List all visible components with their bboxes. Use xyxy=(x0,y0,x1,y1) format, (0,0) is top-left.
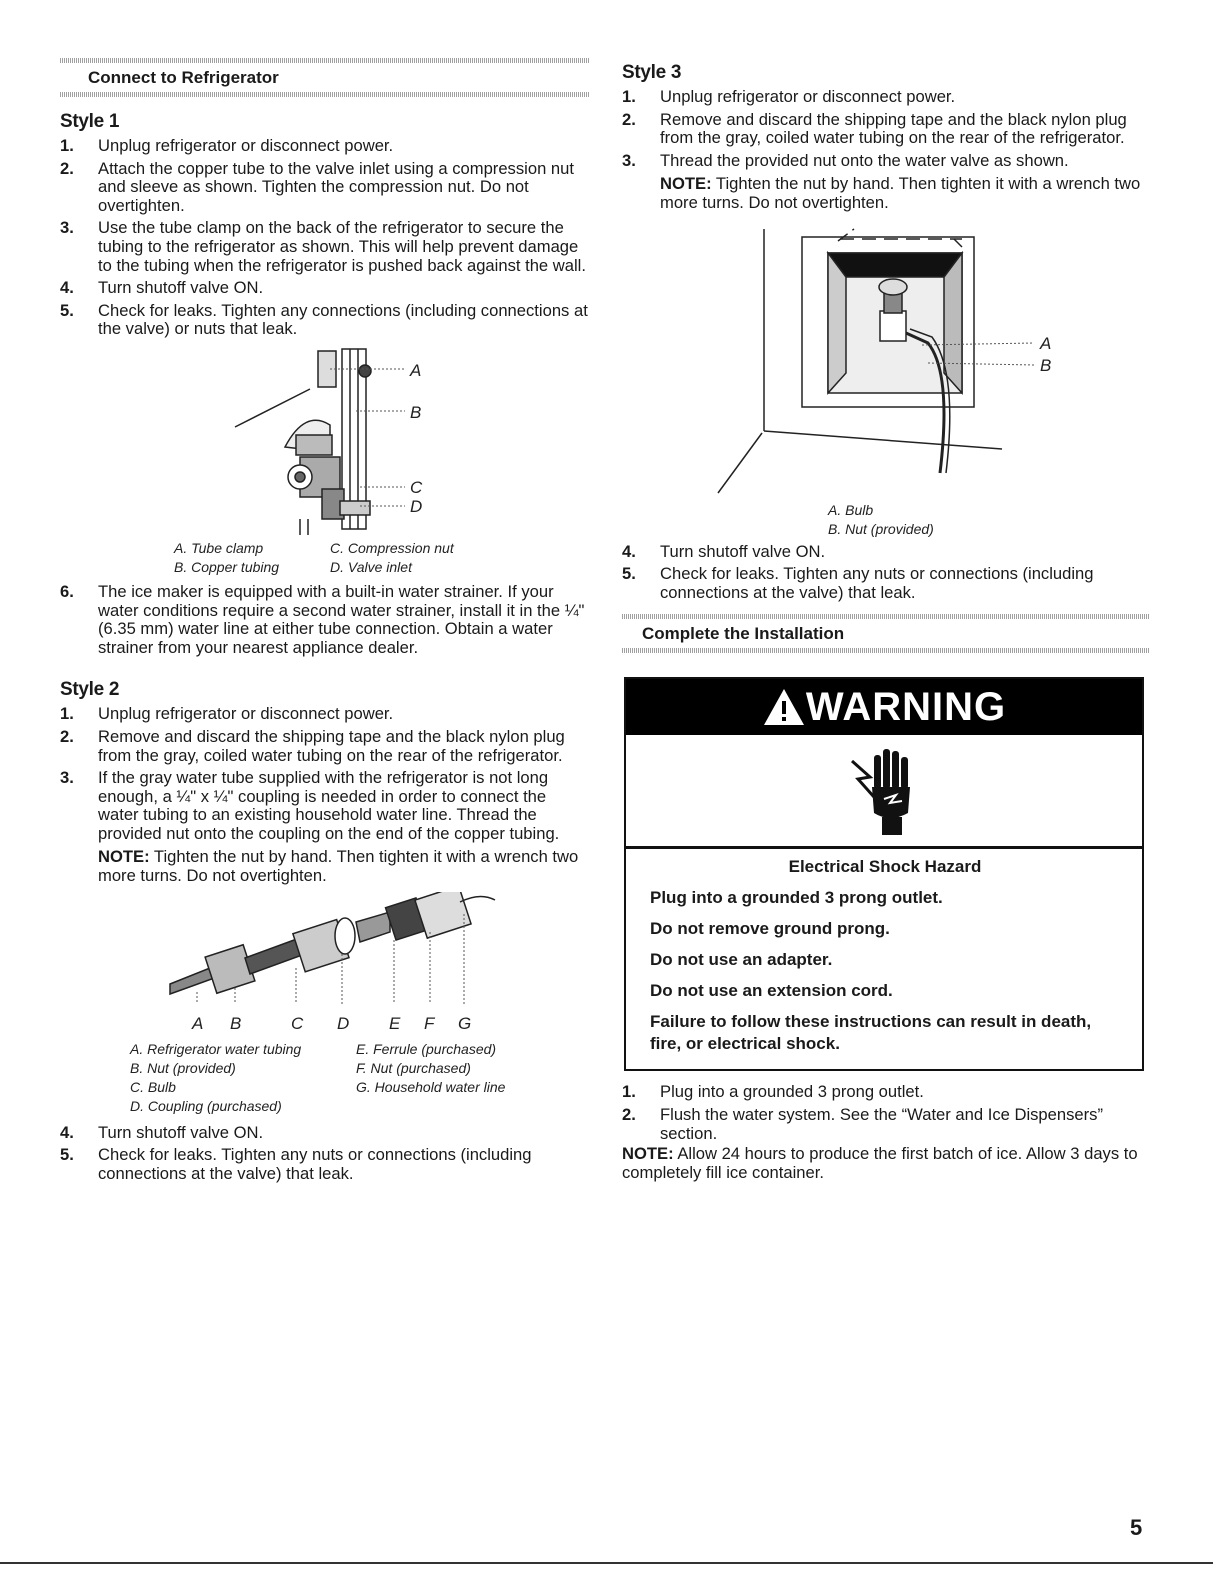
style3-captions xyxy=(828,501,1150,539)
list-item: 2. Remove and discard the shipping tape and the black nylon plug from the gray, coiled water tubing on the rear of the refrigerator. xyxy=(622,109,1127,148)
list-item: 5. Check for leaks. Tighten any nuts or connections (including connections at the valve) that leak. xyxy=(60,1145,532,1183)
section-rule xyxy=(622,648,1150,653)
fig2-label-g: G xyxy=(458,1013,472,1033)
fig3-label-a: A xyxy=(1040,333,1052,353)
page-number: 5 xyxy=(1130,1515,1143,1540)
section-rule xyxy=(60,58,590,63)
electrical-shock-icon xyxy=(844,743,924,839)
caption: B. Nut (provided) xyxy=(828,520,934,537)
list-item: 1. Unplug refrigerator or disconnect power. xyxy=(622,87,956,106)
style3-steps-cont xyxy=(622,543,1150,603)
fig1-label-a: A xyxy=(410,360,422,380)
caption: D. Valve inlet xyxy=(330,558,412,575)
style1-heading: Style 1 xyxy=(60,111,120,132)
list-item: 6. The ice maker is equipped with a built-in water strainer. If your water conditions require a second water strainer, install it in the ¼" (6.35 mm) water line at either tube connection. Obtain a water strainer from your nearest appliance dealer. xyxy=(60,581,585,657)
complete-steps xyxy=(622,1083,1150,1143)
fig2-label-a: A xyxy=(192,1013,204,1033)
caption: A. Bulb xyxy=(828,501,874,518)
style2-heading: Style 2 xyxy=(60,679,120,701)
warning-header xyxy=(626,679,1142,735)
style1-steps xyxy=(60,137,590,339)
right-column xyxy=(622,62,1150,1182)
warning-line: Do not use an extension cord. xyxy=(650,981,893,1001)
warning-box xyxy=(624,677,1144,1071)
section-title-complete: Complete the Installation xyxy=(642,624,845,644)
caption: C. Compression nut xyxy=(330,539,454,556)
water-valve-illustration xyxy=(622,223,1150,503)
valve-inlet-illustration xyxy=(60,339,590,537)
list-item: 4. Turn shutoff valve ON. xyxy=(60,278,264,298)
list-item: 2. Flush the water system. See the “Water and Ice Dispensers” section. xyxy=(622,1104,1103,1143)
coupling-illustration xyxy=(60,892,590,1014)
list-item: 3. Use the tube clamp on the back of the refrigerator to secure the tubing to the refrigerator as shown. This will help prevent damage to the tubing when the refrigerator is pushed back against the wall. xyxy=(60,218,586,275)
style2-note: NOTE: Tighten the nut by hand. Then tighten it with a wrench two more turns. Do not overtighten. xyxy=(98,847,579,886)
list-item: 4. Turn shutoff valve ON. xyxy=(622,541,826,561)
complete-note: NOTE: Allow 24 hours to produce the first batch of ice. Allow 3 days to completely fill ice container. xyxy=(622,1144,1138,1182)
section-title-connect: Connect to Refrigerator xyxy=(88,68,279,87)
fig2-label-c: C xyxy=(291,1013,304,1033)
bottom-rule xyxy=(0,1562,1213,1564)
style2-figure xyxy=(60,892,590,1014)
fig3-label-b: B xyxy=(1040,355,1052,375)
fig2-label-b: B xyxy=(230,1013,242,1033)
caption: D. Coupling (purchased) xyxy=(130,1097,282,1114)
warning-triangle-icon xyxy=(762,687,806,727)
fig2-label-d: D xyxy=(337,1013,350,1033)
caption: F. Nut (purchased) xyxy=(356,1059,471,1076)
fig2-label-e: E xyxy=(389,1013,401,1033)
list-item: 2. Remove and discard the shipping tape and the black nylon plug from the gray, coiled water tubing on the rear of the refrigerator. xyxy=(60,726,565,765)
warning-line: Failure to follow these instructions can result in death, fire, or electrical shock. xyxy=(650,1012,1092,1054)
style2-captions xyxy=(130,1040,590,1116)
caption: B. Copper tubing xyxy=(174,558,280,575)
list-item: 2. Attach the copper tube to the valve inlet using a compression nut and sleeve as shown. Tighten the compression nut. Do not overtighten. xyxy=(60,158,574,215)
style3-note: NOTE: Tighten the nut by hand. Then tighten it with a wrench two more turns. Do not overtighten. xyxy=(660,174,1141,212)
warning-line: Do not use an adapter. xyxy=(650,950,833,970)
style2-steps xyxy=(60,705,590,843)
list-item: 4. Turn shutoff valve ON. xyxy=(60,1122,264,1142)
left-column xyxy=(60,58,590,1183)
style1-captions xyxy=(174,539,590,577)
warning-line: Plug into a grounded 3 prong outlet. xyxy=(650,888,943,908)
caption: E. Ferrule (purchased) xyxy=(356,1040,497,1057)
caption: B. Nut (provided) xyxy=(130,1059,236,1076)
section-rule xyxy=(622,614,1150,619)
caption: A. Refrigerator water tubing xyxy=(130,1040,302,1057)
list-item: 1. Unplug refrigerator or disconnect power. xyxy=(60,704,394,724)
hazard-title: Electrical Shock Hazard xyxy=(788,857,982,877)
warning-title: WARNING xyxy=(805,684,1007,729)
warning-body xyxy=(626,849,1142,1069)
style2-steps-cont xyxy=(60,1124,590,1184)
fig1-label-b: B xyxy=(410,402,422,422)
warning-line: Do not remove ground prong. xyxy=(650,919,890,939)
style3-heading: Style 3 xyxy=(622,62,682,83)
style1-steps-cont xyxy=(60,583,590,657)
fig2-label-f: F xyxy=(424,1013,435,1033)
list-item: 1. Unplug refrigerator or disconnect power. xyxy=(60,136,394,155)
caption: C. Bulb xyxy=(130,1078,176,1095)
fig1-label-c: C xyxy=(410,477,423,497)
fig1-label-d: D xyxy=(410,496,423,516)
warning-icon-area xyxy=(626,735,1142,849)
list-item: 5. Check for leaks. Tighten any connections (including connections at the valve) or nuts that leak. xyxy=(60,300,588,339)
style2-fig-labels xyxy=(60,1014,590,1036)
style3-figure xyxy=(622,223,1150,503)
list-item: 3. Thread the provided nut onto the water valve as shown. xyxy=(622,150,1069,170)
list-item: 3. If the gray water tube supplied with the refrigerator is not long enough, a ¼" x ¼" coupling is needed in order to connect the water tubing to an existing household water line. Thread the provided nut onto the coupling on the end of the copper tubing. xyxy=(60,768,560,843)
style3-steps xyxy=(622,88,1150,170)
caption: G. Household water line xyxy=(356,1078,506,1095)
section-rule xyxy=(60,92,590,97)
list-item: 1. Plug into a grounded 3 prong outlet. xyxy=(622,1082,924,1102)
style1-figure xyxy=(60,339,590,537)
list-item: 5. Check for leaks. Tighten any nuts or connections (including connections at the valve) that leak. xyxy=(622,564,1094,602)
caption: A. Tube clamp xyxy=(174,539,264,556)
